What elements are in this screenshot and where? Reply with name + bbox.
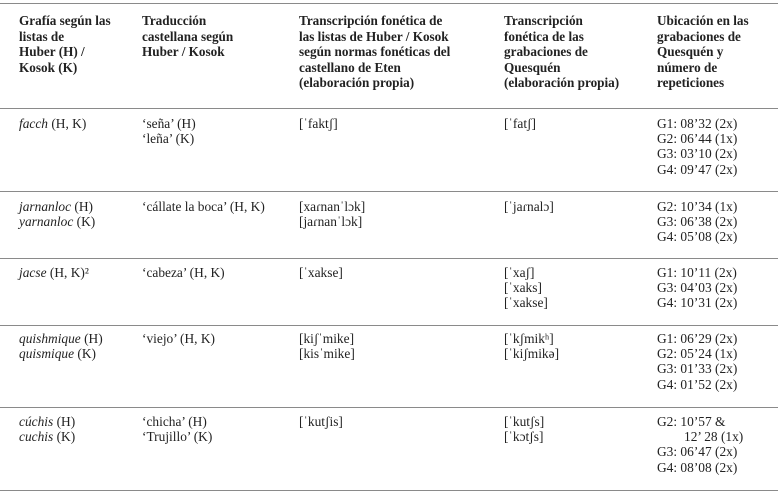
row-2-transcripcion-grabaciones: [ˈjaɾnalɔ] xyxy=(504,199,554,214)
row-1-traduccion: ‘seña’ (H) ‘leña’ (K) xyxy=(142,116,196,147)
row-4-grafia: quishmique (H) quismique (K) xyxy=(19,331,103,362)
header-rule xyxy=(0,108,778,109)
row-5-transcripcion-listas: [ˈkutʃis] xyxy=(299,414,343,429)
row-4-traduccion: ‘viejo’ (H, K) xyxy=(142,331,216,346)
header-col-5: Ubicación en las grabaciones de Quesquén y número de repeticiones xyxy=(657,13,749,91)
row-5-transcripcion-grabaciones: [ˈkutʃs] [ˈkɔtʃs] xyxy=(504,414,545,445)
bottom-rule xyxy=(0,490,778,491)
row-4-transcripcion-grabaciones: [ˈkʃmikʰ] [ˈkiʃmikə] xyxy=(504,331,560,362)
row-3-grafia: jacse (H, K)² xyxy=(19,265,89,280)
word: cúchis xyxy=(19,414,54,429)
word: jarnanloc xyxy=(19,199,72,214)
row-3-ubicacion: G1: 10’11 (2x) G3: 04’03 (2x) G4: 10’31 (2x) xyxy=(657,265,738,311)
row-5-traduccion: ‘chicha’ (H) ‘Trujillo’ (K) xyxy=(142,414,213,445)
word: jacse xyxy=(19,265,47,280)
top-rule xyxy=(0,3,778,4)
row-divider xyxy=(0,407,778,408)
row-1-grafia: facch (H, K) xyxy=(19,116,87,131)
row-1-transcripcion-grabaciones: [ˈfatʃ] xyxy=(504,116,536,131)
row-divider xyxy=(0,191,778,192)
word: facch xyxy=(19,116,48,131)
row-5-ubicacion: G2: 10’57 & 12’ 28 (1x) G3: 06’47 (2x) G4: 08’08 (2x) xyxy=(657,414,744,475)
row-4-ubicacion: G1: 06’29 (2x) G2: 05’24 (1x) G3: 01’33 (2x) G4: 01’52 (2x) xyxy=(657,331,738,392)
word: yarnanloc xyxy=(19,214,74,230)
header-col-2: Traducción castellana según Huber / Kosok xyxy=(142,13,234,60)
word: quismique xyxy=(19,346,75,362)
row-3-transcripcion-listas: [ˈxakse] xyxy=(299,265,343,280)
row-5-grafia: cúchis (H) cuchis (K) xyxy=(19,414,76,445)
row-2-traduccion: ‘cállate la boca’ (H, K) xyxy=(142,199,265,214)
row-2-ubicacion: G2: 10’34 (1x) G3: 06’38 (2x) G4: 05’08 (2x) xyxy=(657,199,738,245)
row-2-grafia: jarnanloc (H) yarnanloc (K) xyxy=(19,199,96,230)
row-1-ubicacion: G1: 08’32 (2x) G2: 06’44 (1x) G3: 03’10 (2x) G4: 09’47 (2x) xyxy=(657,116,738,177)
word: cuchis xyxy=(19,429,54,445)
row-3-transcripcion-grabaciones: [ˈxaʃ] [ˈxaks] [ˈxakse] xyxy=(504,265,548,311)
row-1-transcripcion-listas: [ˈfaktʃ] xyxy=(299,116,338,131)
row-4-transcripcion-listas: [kiʃˈmike] [kisˈmike] xyxy=(299,331,355,362)
header-col-4: Transcripción fonética de las grabaciones de Quesquén (elaboración propia) xyxy=(504,13,620,91)
header-col-1: Grafía según las listas de Huber (H) / Kosok (K) xyxy=(19,13,111,75)
row-divider xyxy=(0,325,778,326)
row-3-traduccion: ‘cabeza’ (H, K) xyxy=(142,265,225,280)
row-2-transcripcion-listas: [xaɾnanˈlɔk] [jaɾnanˈlɔk] xyxy=(299,199,366,230)
row-divider xyxy=(0,258,778,259)
word: quishmique xyxy=(19,331,81,346)
header-col-3: Transcripción fonética de las listas de Huber / Kosok según normas fonéticas del castellano de Eten (elaboración propia) xyxy=(299,13,451,91)
